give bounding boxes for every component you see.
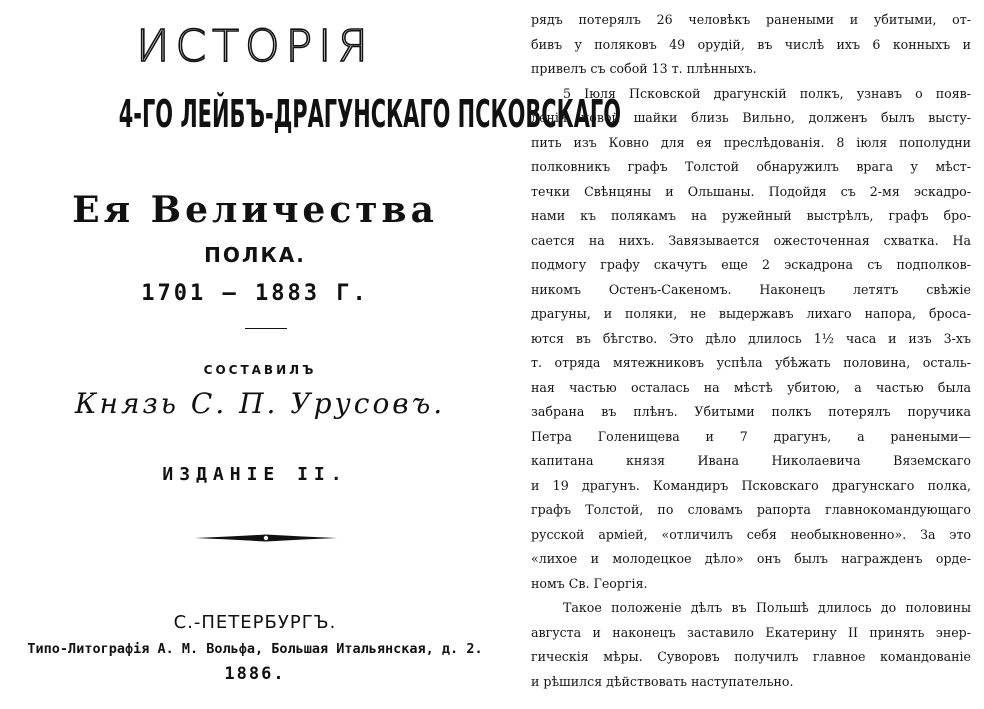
text-line: т. отряда мятежниковъ успѣла убѣжать половина, осталь-	[531, 355, 971, 370]
publication-year: 1886.	[224, 664, 286, 684]
text-line: августа и наконецъ заставило Екатерину II принять энер-	[531, 624, 971, 640]
city-name: С.-ПЕТЕРБУРГЪ.	[173, 612, 337, 633]
text-page	[531, 8, 971, 703]
years-range: 1701 — 1883 Г.	[141, 281, 369, 306]
text-line: капитана князя Ивана Николаевича Вяземскаго	[531, 453, 971, 468]
text-line: графъ Толстой, по словамъ рапорта главнокомандующаго	[531, 502, 971, 517]
regiment-name: 4-ГО ЛЕЙБЪ-ДРАГУНСКАГО ПСКОВСКАГО	[118, 92, 621, 136]
text-line: леніи новой шайки близь Вильно, долженъ былъ высту-	[531, 110, 971, 125]
edition-label: ИЗДАНІЕ II.	[162, 464, 348, 485]
text-line: гическія мѣры. Суворовъ получилъ главное командованіе	[531, 649, 971, 664]
text-line: полковникъ графъ Толстой обнаружилъ врага у мѣст-	[531, 159, 971, 174]
text-line: рядъ потерялъ 26 человѣкъ ранеными и убитыми, от-	[531, 12, 971, 27]
text-line: «лихое и молодецкое дѣло» онъ былъ награжденъ орде-	[531, 551, 971, 566]
composed-by-label: СОСТАВИЛЪ	[203, 363, 317, 377]
author-name: Князь С. П. Урусовъ.	[74, 387, 446, 420]
text-line: нами къ полякамъ на ружейный выстрѣлъ, графъ бро-	[531, 208, 971, 223]
text-line: забрана въ плѣнъ. Убитыми полкъ потерялъ поручика	[531, 404, 971, 419]
ornament-divider	[195, 528, 337, 548]
text-line: Петра Голенищева и 7 драгунъ, а ранеными—	[531, 428, 971, 444]
printer-line: Типо-Литографія А. М. Вольфа, Большая Итальянская, д. 2.	[27, 641, 483, 657]
text-line: русской арміей, «отличилъ себя необыкновенно». За это	[531, 526, 971, 542]
text-line: бивъ у поляковъ 49 орудій, въ числѣ ихъ 6 конныхъ и	[531, 36, 971, 52]
text-line: сается на нихъ. Завязывается ожесточенная схватка. На	[531, 232, 971, 248]
text-line: ются въ бѣгство. Это дѣло длилось 1½ часа и изъ 3-хъ	[531, 330, 971, 346]
polka-line: ПОЛКА.	[204, 243, 306, 267]
text-line: драгуны, и поляки, не выдержавъ лихаго напора, броса-	[531, 306, 971, 321]
text-line: номъ Св. Георгія.	[531, 575, 648, 591]
text-line: ная частью осталась на мѣстѣ убитою, а частью была	[531, 379, 971, 395]
text-line: Такое положеніе дѣлъ въ Польшѣ длилось до половины	[563, 600, 971, 615]
text-line: подмогу графу скачутъ еще 2 эскадрона съ подполков-	[531, 257, 971, 272]
text-line: никомъ Остенъ-Сакеномъ. Наконецъ летятъ свѣжіе	[531, 281, 971, 297]
text-line: течки Свѣнцяны и Ольшаны. Подойдя съ 2-мя эскадро-	[531, 183, 971, 199]
short-divider	[245, 328, 287, 329]
text-line: пить изъ Ковно для ея преслѣдованія. 8 іюля пополудни	[531, 134, 971, 150]
text-line: 5 Іюля Псковской драгунскій полкъ, узнавъ о появ-	[563, 85, 971, 101]
majesty-line: Ея Величества	[72, 189, 438, 231]
text-line: привелъ съ собой 13 т. плѣнныхъ.	[531, 61, 757, 76]
book-title: ИСТОРІЯ	[136, 21, 374, 72]
text-line: и 19 драгунъ. Командиръ Псковскаго драгунскаго полка,	[531, 477, 971, 493]
text-line: и рѣшился дѣйствовать наступательно.	[531, 673, 794, 689]
